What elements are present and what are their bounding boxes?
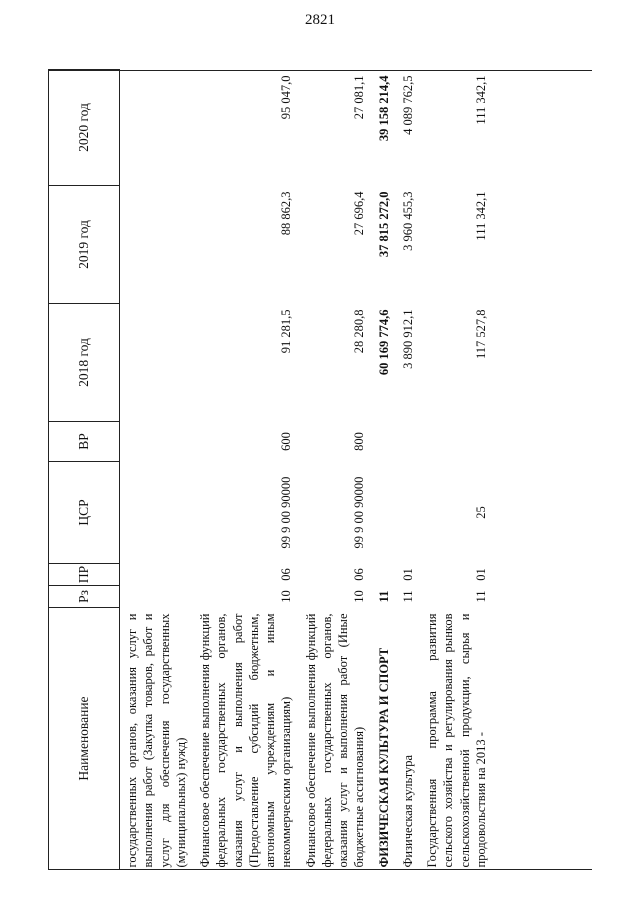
- row-name: государственных органов, оказания услуг и выполнения работ (Закупка товаров, работ и услуг для обеспечения государственных (муниципальных) нужд): [125, 613, 188, 868]
- row-value-2018: 28 280,8: [352, 309, 367, 354]
- row-value-2019: [120, 186, 194, 304]
- row-name: Физическая культура: [400, 754, 415, 868]
- budget-table: [48, 69, 493, 870]
- row-vr: [120, 422, 194, 462]
- row-value-2020: 27 081,1: [352, 75, 367, 120]
- row-value-2019: 111 342,1: [473, 191, 488, 241]
- row-value-2018: 3 890 912,1: [400, 309, 415, 369]
- row-name: Государственная программа развития сельского хозяйства и регулирования рынков сельскохозяйственной продукции, сырья и продовольствия на 2013 -: [425, 613, 488, 868]
- table-row: [396, 70, 420, 870]
- row-csr: [372, 462, 396, 564]
- table-row: [420, 70, 493, 870]
- row-vr: 800: [352, 432, 367, 451]
- header-vr: ВР: [49, 422, 120, 462]
- row-value-2019: 27 696,4: [352, 191, 367, 236]
- row-value-2018: 60 169 774,6: [376, 309, 391, 376]
- row-vr: [396, 422, 420, 462]
- header-rz: Рз: [49, 586, 120, 608]
- row-name: ФИЗИЧЕСКАЯ КУЛЬТУРА И СПОРТ: [376, 647, 391, 868]
- row-pr: 01: [473, 568, 488, 581]
- row-rz: 11: [400, 590, 415, 603]
- row-rz: [120, 586, 194, 608]
- row-value-2018: 117 527,8: [473, 309, 488, 360]
- page-number: 2821: [305, 12, 335, 28]
- row-vr: 600: [279, 432, 294, 451]
- row-name: Финансовое обеспечение выполнения функций федеральных государственных органов, оказания услуг и выполнения работ (Предоставление субсидий бюджетным, автономным учреждениям и иным некоммерческим организациям): [198, 613, 294, 868]
- row-csr: 25: [473, 506, 488, 519]
- header-2020: 2020 год: [49, 70, 120, 186]
- row-csr: [120, 462, 194, 564]
- row-rz: 11: [376, 590, 391, 603]
- header-2018: 2018 год: [49, 304, 120, 422]
- header-pr: ПР: [49, 564, 120, 586]
- row-pr: [120, 564, 194, 586]
- header-2019: 2019 год: [49, 186, 120, 304]
- row-pr: [372, 564, 396, 586]
- row-value-2020: 111 342,1: [473, 75, 488, 125]
- row-value-2020: 39 158 214,4: [376, 75, 391, 142]
- row-name: Финансовое обеспечение выполнения функций федеральных государственных органов, оказания услуг и выполнения работ (Иные бюджетные ассигнования): [303, 613, 367, 868]
- table-header-row: [49, 70, 120, 870]
- row-pr: 06: [352, 568, 367, 581]
- row-value-2019: 37 815 272,0: [376, 191, 391, 258]
- table-row: [193, 70, 299, 870]
- row-vr: [420, 422, 493, 462]
- header-csr: ЦСР: [49, 462, 120, 564]
- table-row: [299, 70, 372, 870]
- row-rz: 10: [352, 590, 367, 603]
- row-value-2020: 4 089 762,5: [400, 75, 415, 135]
- row-rz: 10: [279, 590, 294, 603]
- row-value-2018: [120, 304, 194, 422]
- row-value-2020: [120, 70, 194, 186]
- row-pr: 01: [400, 568, 415, 581]
- row-value-2019: 3 960 455,3: [400, 191, 415, 251]
- row-rz: 11: [473, 590, 488, 603]
- table-row: [372, 70, 396, 870]
- row-csr: 99 9 00 90000: [352, 476, 367, 549]
- row-value-2018: 91 281,5: [279, 309, 294, 354]
- row-value-2019: 88 862,3: [279, 191, 294, 236]
- row-value-2020: 95 047,0: [279, 75, 294, 120]
- budget-table-rotated: [48, 70, 592, 870]
- row-csr: [396, 462, 420, 564]
- table-body: [120, 70, 494, 870]
- row-csr: 99 9 00 90000: [279, 476, 294, 549]
- row-vr: [372, 422, 396, 462]
- header-name: Наименование: [49, 608, 120, 870]
- row-pr: 06: [279, 568, 294, 581]
- table-row: [120, 70, 194, 870]
